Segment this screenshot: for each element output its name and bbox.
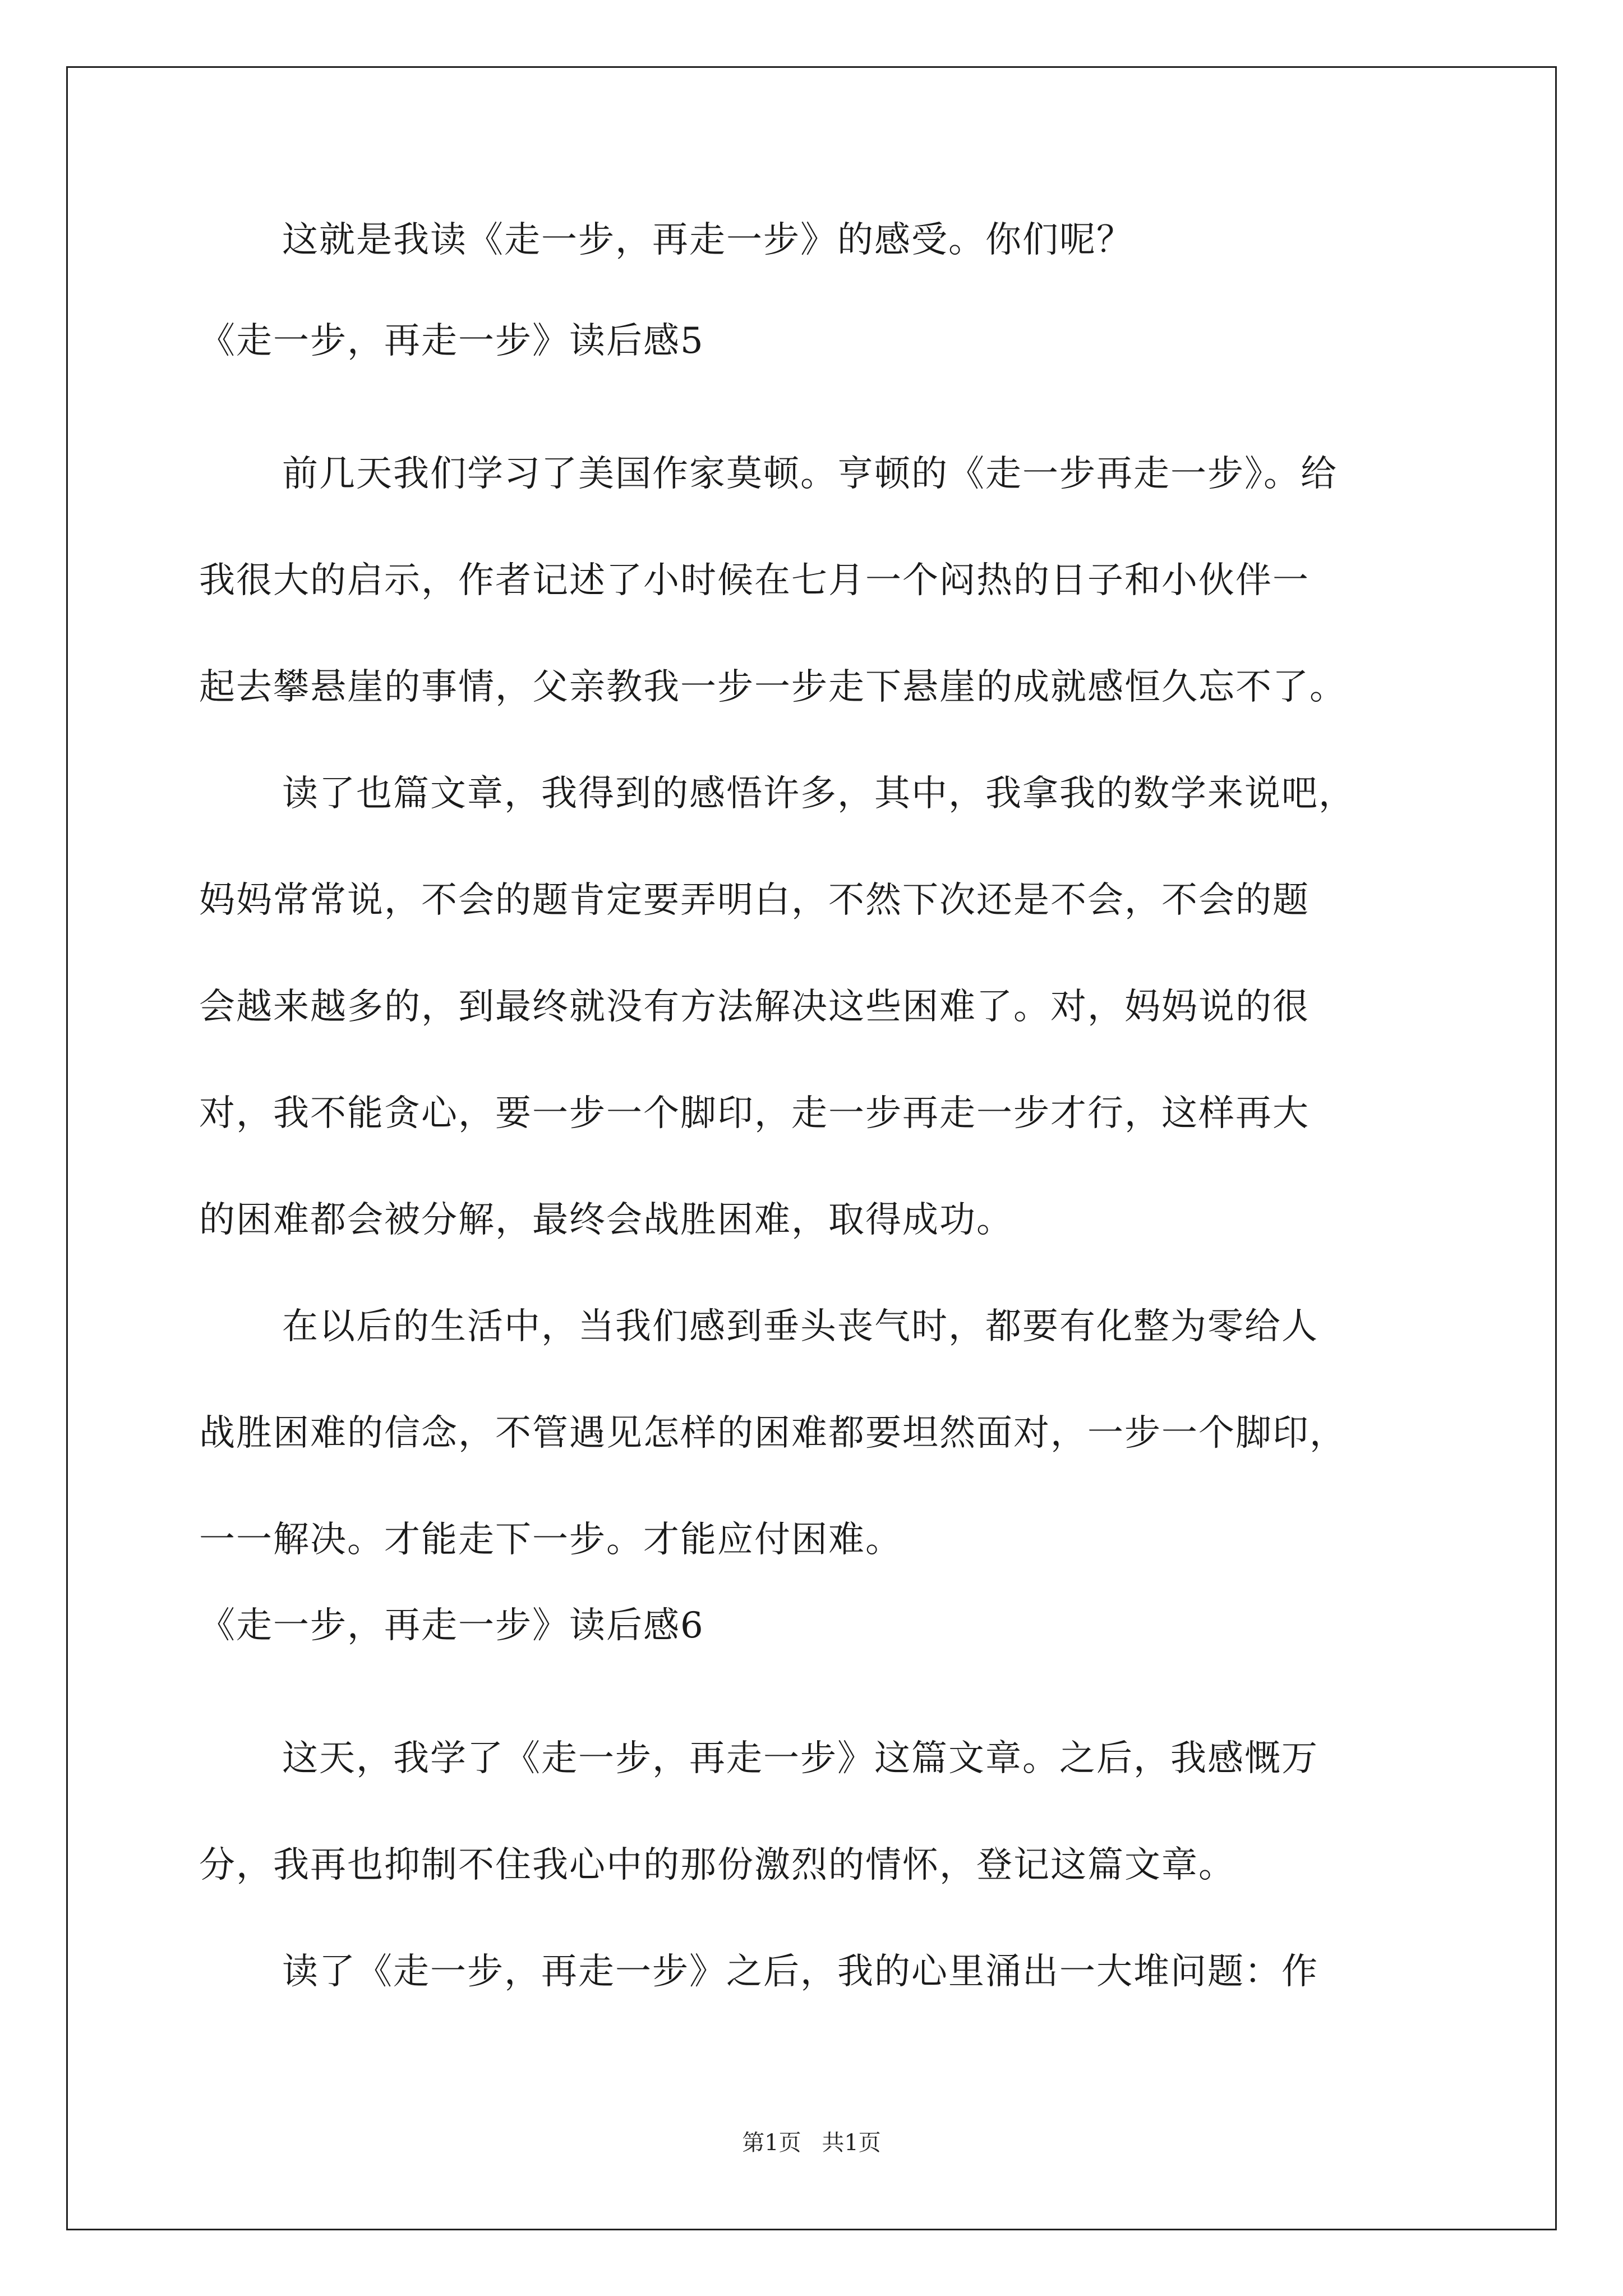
paragraph-line: 读了《走一步，再走一步》之后，我的心里涌出一大堆问题：作 [282, 1951, 1318, 1993]
paragraph-line: 分，我再也抑制不住我心中的那份激烈的情怀，登记这篇文章。 [199, 1844, 1235, 1886]
paragraph-line: 对，我不能贪心，要一步一个脚印，走一步再走一步才行，这样再大 [199, 1093, 1310, 1134]
paragraph-line: 前几天我们学习了美国作家莫顿。亨顿的《走一步再走一步》。给 [282, 453, 1338, 495]
section-heading: 《走一步，再走一步》读后感5 [199, 320, 704, 362]
page-number: 第1页 [742, 2130, 801, 2156]
paragraph-line: 一一解决。才能走下一步。才能应付困难。 [199, 1519, 902, 1561]
paragraph-line: 在以后的生活中，当我们感到垂头丧气时，都要有化整为零给人 [282, 1306, 1318, 1347]
paragraph-line: 这就是我读《走一步，再走一步》的感受。你们呢？ [282, 219, 1133, 261]
paragraph-line: 起去攀悬崖的事情，父亲教我一步一步走下悬崖的成就感恒久忘不了。 [199, 666, 1347, 708]
paragraph-line: 的困难都会被分解，最终会战胜困难，取得成功。 [199, 1199, 1013, 1241]
paragraph-line: 战胜困难的信念，不管遇见怎样的困难都要坦然面对，一步一个脚印， [199, 1412, 1347, 1454]
section-heading: 《走一步，再走一步》读后感6 [199, 1605, 704, 1646]
paragraph-line: 会越来越多的，到最终就没有方法解决这些困难了。对，妈妈说的很 [199, 986, 1310, 1028]
paragraph-line: 我很大的启示，作者记述了小时候在七月一个闷热的日子和小伙伴一 [199, 560, 1310, 601]
page-footer [0, 2126, 1623, 2160]
page-total: 共1页 [822, 2130, 881, 2156]
paragraph-line: 妈妈常常说，不会的题肯定要弄明白，不然下次还是不会，不会的题 [199, 880, 1310, 921]
document-body [199, 1705, 1483, 2025]
document-body [199, 213, 1483, 267]
paragraph-line: 这天，我学了《走一步，再走一步》这篇文章。之后，我感慨万 [282, 1738, 1318, 1779]
document-body [199, 421, 1483, 1593]
paragraph-line: 读了也篇文章，我得到的感悟许多，其中，我拿我的数学来说吧， [282, 773, 1355, 815]
